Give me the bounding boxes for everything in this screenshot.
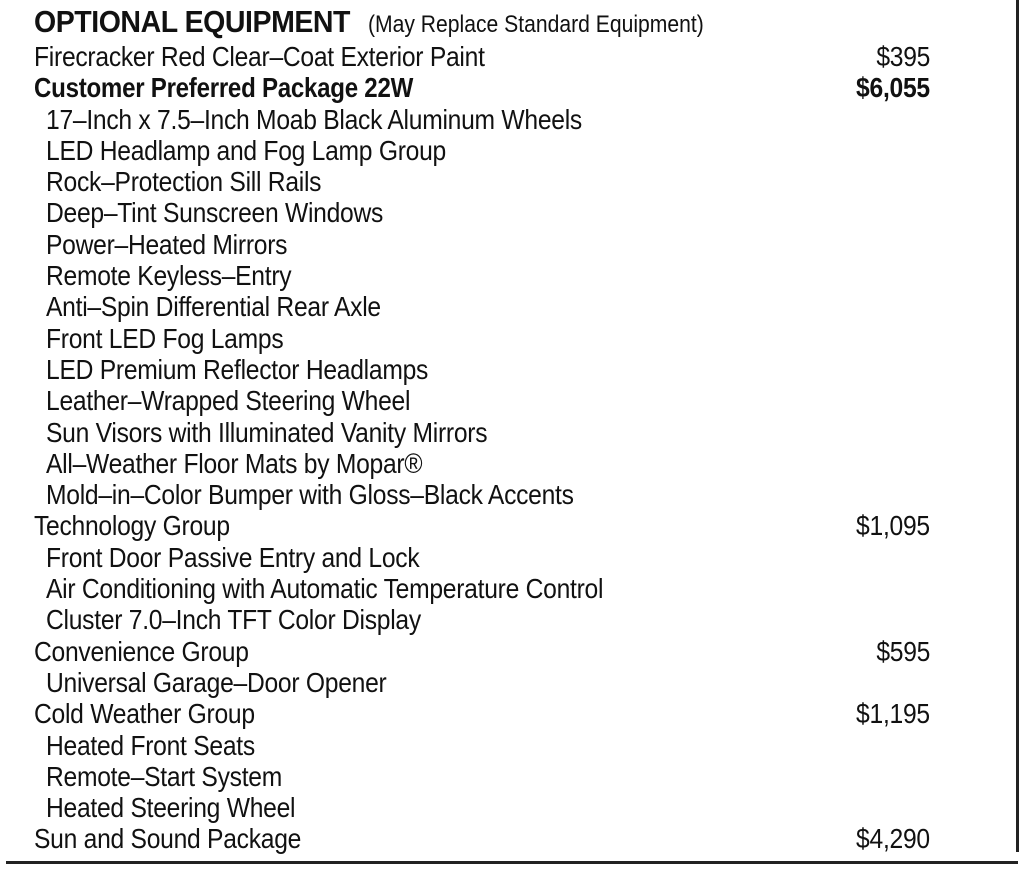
equipment-list [0, 41, 1024, 855]
equipment-line-item [0, 823, 1024, 854]
equipment-sub-item [0, 761, 1024, 792]
section-heading [34, 4, 749, 42]
equipment-sub-item [0, 166, 1024, 197]
item-label: Firecracker Red Clear–Coat Exterior Paint [34, 41, 485, 72]
equipment-sub-item [0, 573, 1024, 604]
item-label: Heated Steering Wheel [46, 792, 296, 824]
item-label: Mold–in–Color Bumper with Gloss–Black Accents [46, 479, 574, 511]
item-label: Sun Visors with Illuminated Vanity Mirrors [46, 416, 488, 448]
equipment-sub-item [0, 229, 1024, 260]
equipment-sub-item [0, 323, 1024, 354]
equipment-sub-item [0, 448, 1024, 479]
equipment-sub-item [0, 135, 1024, 166]
equipment-sub-item [0, 730, 1024, 761]
item-label: Front Door Passive Entry and Lock [46, 541, 420, 573]
item-price: $1,195 [856, 698, 930, 730]
item-label: All–Weather Floor Mats by Mopar® [46, 447, 423, 479]
equipment-line-item [0, 698, 1024, 729]
item-label: Sun and Sound Package [34, 823, 302, 855]
item-label: Customer Preferred Package 22W [34, 72, 414, 104]
item-label: Remote–Start System [46, 760, 283, 792]
equipment-line-item [0, 636, 1024, 667]
bottom-border-rule [6, 861, 1018, 864]
item-label: LED Headlamp and Fog Lamp Group [46, 134, 446, 166]
equipment-line-item [0, 72, 1024, 103]
equipment-sub-item [0, 104, 1024, 135]
equipment-line-item [0, 41, 1024, 72]
item-price: $4,290 [856, 823, 930, 855]
equipment-sub-item [0, 479, 1024, 510]
item-label: Rock–Protection Sill Rails [46, 166, 322, 198]
item-price: $1,095 [856, 510, 930, 542]
item-label: Heated Front Seats [46, 729, 255, 761]
equipment-sub-item [0, 291, 1024, 322]
item-label: Air Conditioning with Automatic Temperature Control [46, 573, 604, 605]
equipment-sub-item [0, 385, 1024, 416]
equipment-sub-item [0, 197, 1024, 228]
equipment-line-item [0, 510, 1024, 541]
section-note: (May Replace Standard Equipment) [367, 11, 704, 38]
item-label: Remote Keyless–Entry [46, 260, 292, 292]
equipment-sub-item [0, 604, 1024, 635]
item-price: $395 [876, 41, 930, 72]
item-label: LED Premium Reflector Headlamps [46, 353, 429, 385]
item-label: Power–Heated Mirrors [46, 228, 288, 260]
item-label: Cluster 7.0–Inch TFT Color Display [46, 604, 421, 636]
equipment-sub-item [0, 260, 1024, 291]
section-title: OPTIONAL EQUIPMENT [34, 4, 351, 39]
item-label: Universal Garage–Door Opener [46, 666, 387, 698]
item-label: Front LED Fog Lamps [46, 322, 284, 354]
item-label: 17–Inch x 7.5–Inch Moab Black Aluminum Wheels [46, 103, 582, 135]
item-label: Anti–Spin Differential Rear Axle [46, 291, 381, 323]
item-price: $6,055 [856, 72, 930, 104]
item-label: Leather–Wrapped Steering Wheel [46, 385, 411, 417]
equipment-sub-item [0, 417, 1024, 448]
equipment-sub-item [0, 667, 1024, 698]
item-label: Convenience Group [34, 635, 249, 667]
equipment-sub-item [0, 354, 1024, 385]
item-label: Technology Group [34, 510, 230, 542]
item-price: $595 [876, 635, 930, 667]
item-label: Deep–Tint Sunscreen Windows [46, 197, 384, 229]
equipment-sub-item [0, 792, 1024, 823]
equipment-sub-item [0, 542, 1024, 573]
item-label: Cold Weather Group [34, 698, 255, 730]
